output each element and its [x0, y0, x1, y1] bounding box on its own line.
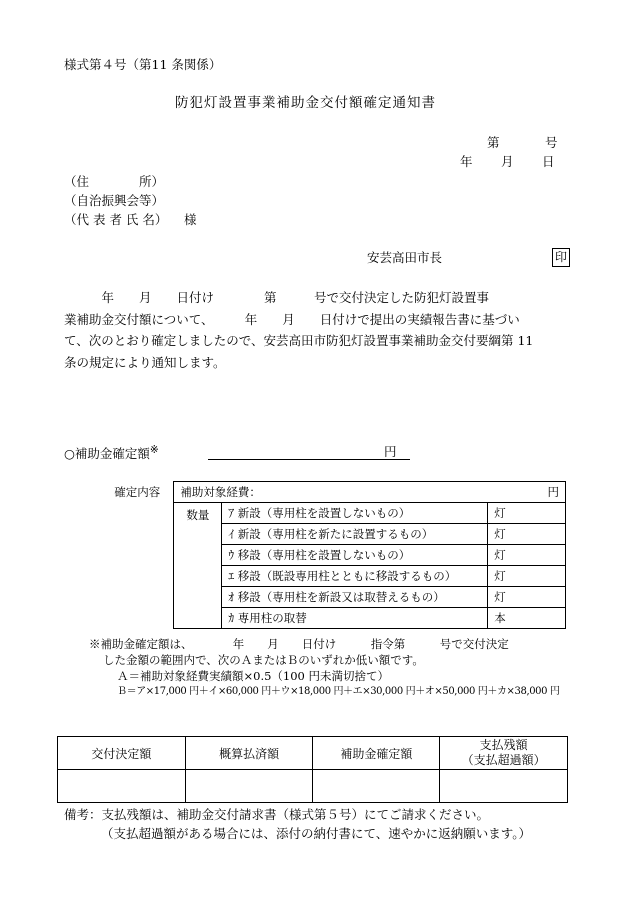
- body-line-3: て、次のとおり確定しましたので、安芸高田市防犯灯設置事業補助金交付要綱第 11: [64, 333, 534, 348]
- body-line-2: 業補助金交付額について、 年 月 日付けで提出の実績報告書に基づい: [64, 311, 520, 327]
- table-row: [101, 566, 566, 587]
- item-label: ｲ 新設（専用柱を新たに設置するもの）: [222, 524, 488, 545]
- remarks-line-1: 備考：支払残額は、補助金交付請求書（様式第５号）にてご請求ください。: [64, 807, 490, 822]
- header-balance-line-1: 支払残額: [479, 738, 528, 752]
- header-prepaid-amount: 概算払済額: [185, 737, 313, 770]
- note-line-2: した金額の範囲内で、次のＡまたはＢのいずれか低い額です。: [103, 653, 424, 667]
- body-line-1: 年 月 日付け 第 号で交付決定した防犯灯設置事: [64, 290, 490, 305]
- item-label: ｳ 移設（専用柱を設置しないもの）: [222, 545, 488, 566]
- expense-label: 補助対象経費：: [174, 482, 488, 503]
- note-formula-a: Ａ＝補助対象経費実績額×0.5（100 円未満切捨て）: [117, 669, 390, 683]
- header-decided-amount: 交付決定額: [58, 737, 186, 770]
- cell-prepaid-amount: [185, 770, 313, 803]
- note-line-1: ※補助金確定額は、 年 月 日付け 指令第 号で交付決定: [89, 637, 509, 651]
- item-label: ｱ 新設（専用柱を設置しないもの）: [222, 503, 488, 524]
- document-title: 防犯灯設置事業補助金交付額確定通知書: [175, 95, 436, 111]
- header-month: 月: [501, 154, 514, 169]
- addressee-representative: （代 表 者 氏 名）: [64, 212, 168, 227]
- table-row: [101, 545, 566, 566]
- quantity-label: 数量: [174, 503, 222, 629]
- item-unit: 灯: [488, 524, 566, 545]
- form-label: 様式第４号（第11 条関係）: [64, 57, 222, 72]
- header-number-suffix: 号: [545, 135, 558, 150]
- confirmed-amount-mark: ※: [149, 444, 159, 456]
- confirmed-amount-label: [64, 444, 159, 461]
- summary-table: [57, 736, 568, 803]
- expense-unit: 円: [488, 482, 566, 503]
- detail-section-label: 確定内容: [114, 485, 161, 499]
- table-row: [58, 737, 568, 770]
- cell-confirmed-amount: [313, 770, 440, 803]
- addressee-group: （自治振興会等）: [64, 193, 165, 208]
- addressee-address: （住 所）: [64, 174, 165, 189]
- issuer-name: 安芸高田市長: [367, 250, 443, 265]
- table-row: [101, 503, 566, 524]
- header-confirmed-amount: 補助金確定額: [313, 737, 440, 770]
- confirmed-amount-unit: 円: [384, 444, 397, 459]
- body-paragraph: [64, 287, 572, 373]
- table-row: [101, 524, 566, 545]
- item-label: ｴ 移設（既設専用柱とともに移設するもの）: [222, 566, 488, 587]
- item-unit: 灯: [488, 503, 566, 524]
- item-unit: 灯: [488, 545, 566, 566]
- table-row: [58, 770, 568, 803]
- header-number-prefix: 第: [487, 135, 500, 150]
- confirmed-amount-text: ○補助金確定額: [64, 446, 150, 462]
- body-line-4: 条の規定により通知します。: [64, 354, 226, 370]
- table-row: [101, 587, 566, 608]
- header-balance-line-2: （支払超過額）: [461, 753, 546, 767]
- detail-table: [101, 481, 566, 629]
- confirmed-amount-underline: [208, 459, 410, 460]
- header-year: 年: [460, 154, 473, 169]
- addressee-honorific: 様: [184, 212, 197, 227]
- cell-decided-amount: [58, 770, 186, 803]
- item-unit: 灯: [488, 566, 566, 587]
- item-label: ｶ 専用柱の取替: [222, 608, 488, 629]
- header-balance: [440, 737, 568, 770]
- cell-balance: [440, 770, 568, 803]
- table-row: [101, 482, 566, 503]
- header-day: 日: [542, 154, 555, 169]
- table-row: [101, 608, 566, 629]
- item-unit: 本: [488, 608, 566, 629]
- item-unit: 灯: [488, 587, 566, 608]
- item-label: ｵ 移設（専用柱を新設又は取替えるもの）: [222, 587, 488, 608]
- remarks-line-2: （支払超過額がある場合には、添付の納付書にて、速やかに返納願います。）: [101, 826, 532, 841]
- note-formula-b: Ｂ＝ア×17,000 円＋イ×60,000 円＋ウ×18,000 円＋エ×30,000 円＋オ×50,000 円＋カ×38,000 円: [117, 686, 560, 697]
- seal-box: 印: [552, 248, 570, 267]
